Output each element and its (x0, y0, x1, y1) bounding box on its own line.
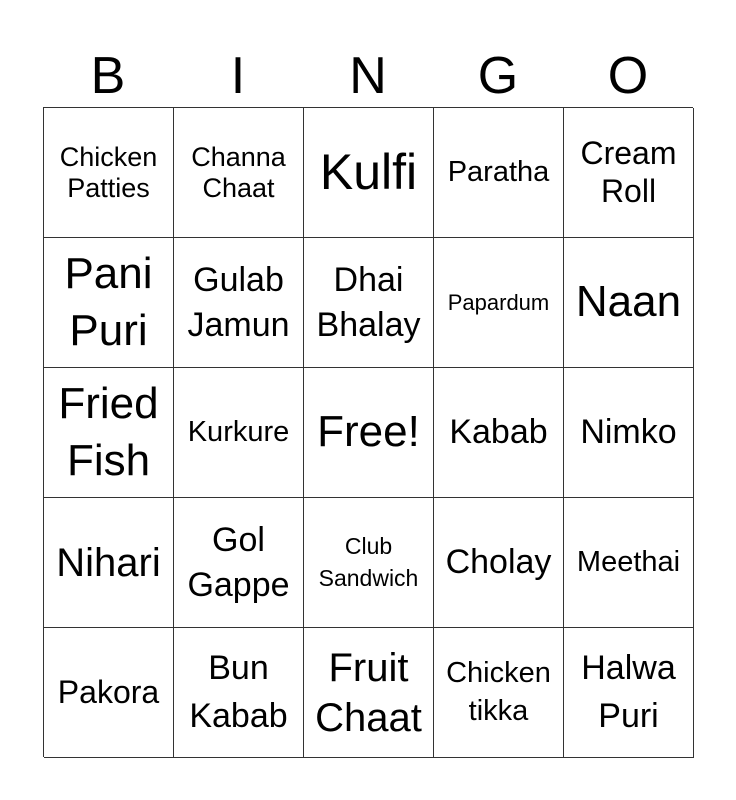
bingo-cell[interactable] (174, 628, 304, 758)
cell-label: Pakora (57, 673, 160, 710)
cell-label: Club Sandwich (318, 532, 419, 591)
header-letter-b: B (90, 47, 126, 105)
cell-label: Cream Roll (580, 135, 677, 209)
bingo-cell[interactable] (434, 238, 564, 368)
cell-label: Halwa Puri (581, 648, 676, 735)
bingo-cell[interactable] (434, 628, 564, 758)
cell-label: Free! (317, 407, 420, 457)
bingo-cell[interactable] (44, 628, 174, 758)
bingo-cell[interactable] (174, 108, 304, 238)
cell-label: Fruit Chaat (315, 645, 422, 740)
cell-label: Bun Kabab (189, 648, 288, 735)
bingo-cell[interactable] (564, 368, 694, 498)
cell-label: Dhai Bhalay (316, 261, 421, 344)
bingo-cell[interactable] (434, 108, 564, 238)
bingo-cell[interactable] (564, 238, 694, 368)
header-letter-o: O (607, 47, 649, 105)
header-letter-i: I (230, 47, 246, 105)
bingo-cell[interactable] (434, 368, 564, 498)
cell-label: Channa Chaat (191, 142, 286, 203)
bingo-cell[interactable] (174, 498, 304, 628)
cell-label: Gol Gappe (187, 521, 290, 604)
bingo-board (43, 107, 693, 757)
bingo-cell[interactable] (304, 628, 434, 758)
bingo-cell[interactable] (304, 108, 434, 238)
cell-label: Chicken tikka (446, 656, 551, 727)
cell-label: Pani Puri (64, 249, 153, 355)
bingo-cell[interactable] (174, 238, 304, 368)
cell-label: Kurkure (187, 416, 290, 449)
cell-label: Naan (575, 277, 682, 327)
cell-label: Gulab Jamun (187, 261, 290, 344)
cell-label: Papardum (447, 289, 550, 315)
bingo-cell[interactable] (434, 498, 564, 628)
cell-label: Cholay (445, 542, 552, 581)
bingo-cell[interactable] (564, 628, 694, 758)
bingo-cell[interactable] (564, 498, 694, 628)
cell-label: Nimko (580, 412, 677, 451)
cell-label: Paratha (447, 156, 550, 189)
bingo-header (43, 44, 693, 108)
bingo-cell[interactable] (304, 368, 434, 498)
bingo-cell[interactable] (564, 108, 694, 238)
cell-label: Meethai (576, 546, 681, 579)
header-letter-n: N (349, 47, 387, 105)
header-letter-g: G (477, 47, 519, 105)
cell-label: Chicken Patties (59, 142, 158, 203)
cell-label: Kabab (449, 412, 548, 451)
bingo-cell[interactable] (44, 108, 174, 238)
cell-label: Fried Fish (58, 379, 159, 485)
bingo-cell[interactable] (44, 238, 174, 368)
bingo-cell[interactable] (44, 368, 174, 498)
cell-label: Kulfi (319, 144, 418, 200)
cell-label: Nihari (56, 540, 161, 585)
bingo-cell[interactable] (304, 238, 434, 368)
bingo-cell[interactable] (174, 368, 304, 498)
bingo-cell[interactable] (304, 498, 434, 628)
bingo-cell[interactable] (44, 498, 174, 628)
